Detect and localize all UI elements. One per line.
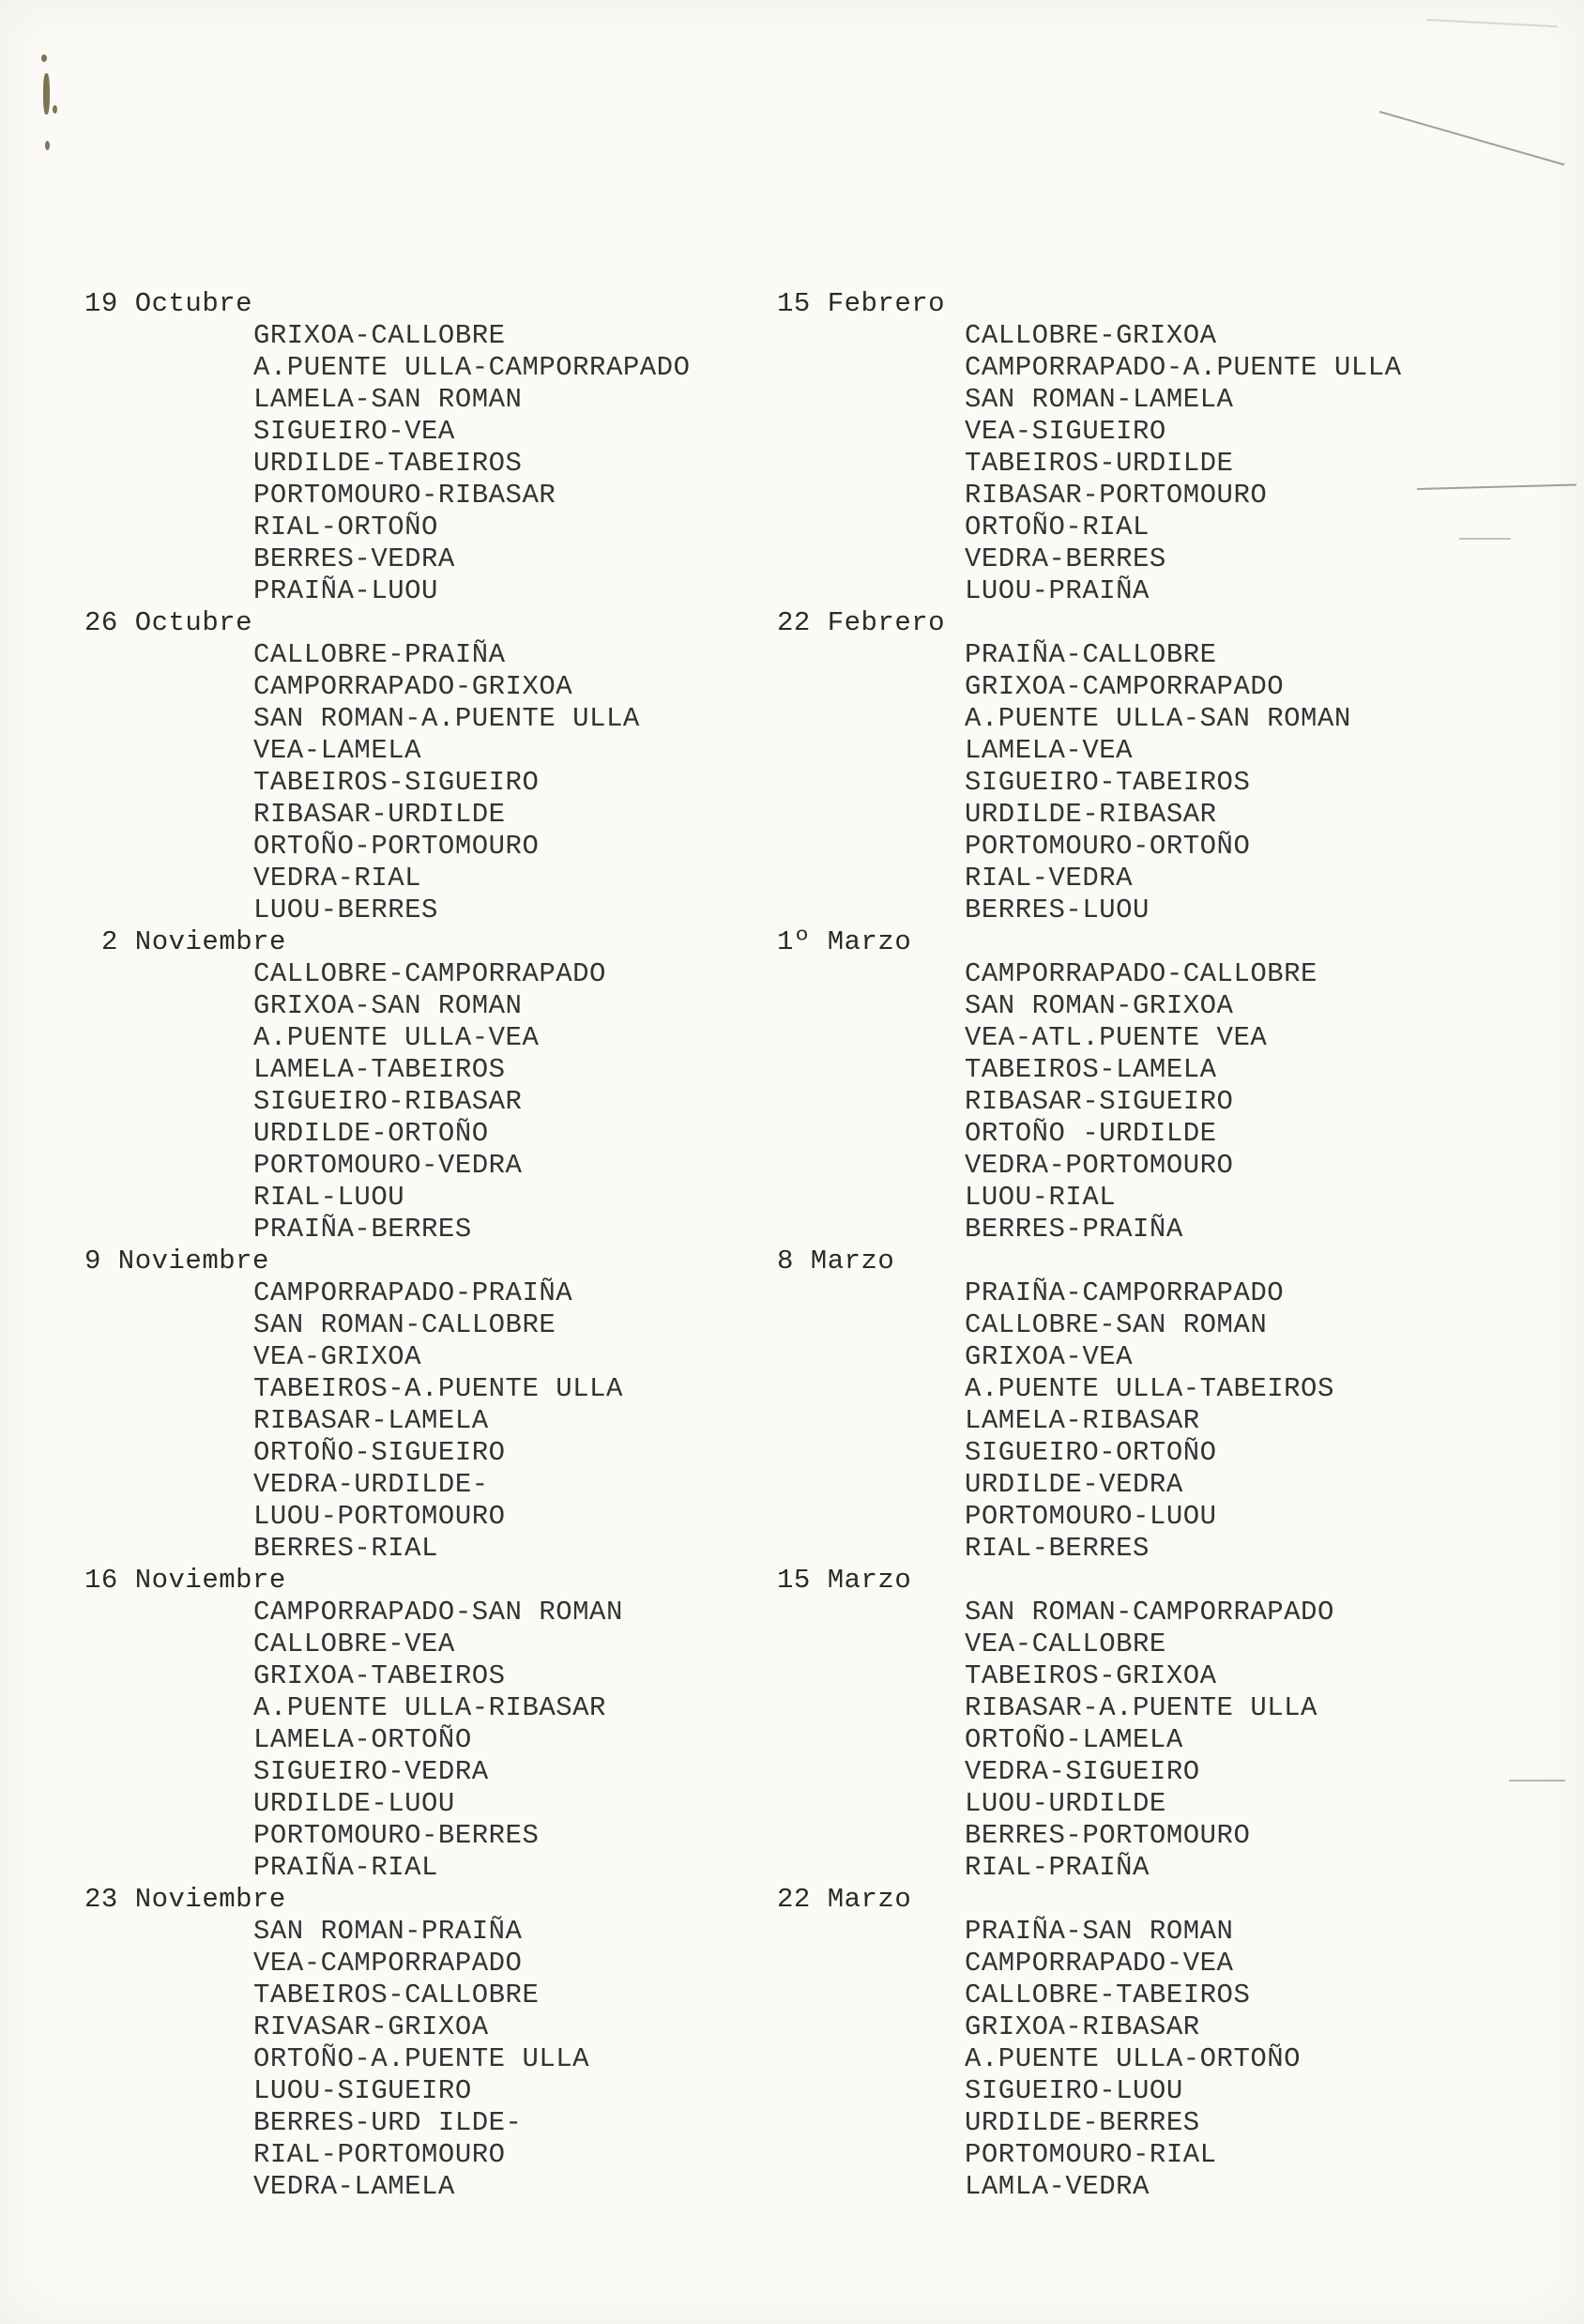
- match-line: PORTOMOURO-RIAL: [965, 2139, 1217, 2170]
- match-line: RIAL-PORTOMOURO: [253, 2139, 506, 2170]
- match-line: SAN ROMAN-A.PUENTE ULLA: [253, 703, 640, 734]
- match-line: PRAIÑA-CALLOBRE: [965, 639, 1217, 670]
- match-line: SAN ROMAN-LAMELA: [965, 384, 1234, 415]
- match-line: A.PUENTE ULLA-CAMPORRAPADO: [253, 352, 691, 383]
- match-line: RIAL-BERRES: [965, 1533, 1150, 1564]
- match-line: LUOU-BERRES: [253, 894, 438, 925]
- match-line: RIBASAR-SIGUEIRO: [965, 1086, 1234, 1117]
- fixture-date: 19 Octubre: [84, 288, 253, 319]
- match-line: CALLOBRE-SAN ROMAN: [965, 1309, 1268, 1340]
- fixture-block: [84, 926, 760, 1246]
- fixture-block: [84, 1565, 760, 1884]
- fixture-block: [84, 1246, 760, 1565]
- match-line: VEA-CALLOBRE: [965, 1628, 1166, 1659]
- fixture-date: 26 Octubre: [84, 607, 253, 638]
- match-line: PRAIÑA-LUOU: [253, 575, 438, 606]
- match-line: RIAL-PRAIÑA: [965, 1852, 1150, 1883]
- match-line: CALLOBRE-GRIXOA: [965, 320, 1217, 351]
- match-line: A.PUENTE ULLA-SAN ROMAN: [965, 703, 1351, 734]
- fixture-block: [84, 288, 760, 607]
- match-line: A.PUENTE ULLA-ORTOÑO: [965, 2043, 1302, 2074]
- match-line: URDILDE-VEDRA: [965, 1469, 1183, 1500]
- match-line: PRAIÑA-RIAL: [253, 1852, 438, 1883]
- match-line: VEDRA-LAMELA: [253, 2171, 455, 2202]
- match-line: BERRES-PORTOMOURO: [965, 1820, 1251, 1851]
- pen-stroke: [1379, 111, 1565, 165]
- match-line: PRAIÑA-SAN ROMAN: [965, 1916, 1234, 1947]
- fixture-date: 22 Marzo: [777, 1884, 912, 1915]
- match-line: GRIXOA-SAN ROMAN: [253, 990, 523, 1021]
- fixture-date: 1º Marzo: [777, 926, 912, 957]
- match-line: CALLOBRE-CAMPORRAPADO: [253, 958, 606, 989]
- pen-stroke: [1426, 19, 1558, 27]
- match-line: SIGUEIRO-VEA: [253, 416, 455, 447]
- ink-stain: [53, 105, 57, 114]
- match-line: ORTOÑO-LAMELA: [965, 1724, 1183, 1755]
- match-line: ORTOÑO-RIAL: [965, 512, 1150, 543]
- match-line: LAMELA-ORTOÑO: [253, 1724, 472, 1755]
- ink-stain: [41, 54, 47, 62]
- match-line: RIAL-LUOU: [253, 1182, 405, 1213]
- match-line: RIAL-VEDRA: [965, 863, 1134, 894]
- match-line: RIBASAR-LAMELA: [253, 1405, 489, 1436]
- match-line: SIGUEIRO-LUOU: [965, 2075, 1183, 2106]
- fixture-block: [777, 1884, 1546, 2203]
- match-line: GRIXOA-VEA: [965, 1341, 1134, 1372]
- match-line: VEA-GRIXOA: [253, 1341, 422, 1372]
- match-line: A.PUENTE ULLA-RIBASAR: [253, 1692, 606, 1723]
- match-line: ORTOÑO-SIGUEIRO: [253, 1437, 506, 1468]
- ink-stain: [43, 73, 50, 115]
- match-line: CAMPORRAPADO-A.PUENTE ULLA: [965, 352, 1402, 383]
- fixture-block: [84, 1884, 760, 2203]
- match-line: BERRES-VEDRA: [253, 543, 455, 574]
- match-line: VEA-SIGUEIRO: [965, 416, 1166, 447]
- match-line: ORTOÑO-PORTOMOURO: [253, 831, 540, 862]
- match-line: A.PUENTE ULLA-TABEIROS: [965, 1373, 1334, 1404]
- match-line: LAMLA-VEDRA: [965, 2171, 1150, 2202]
- match-line: LUOU-URDILDE: [965, 1788, 1166, 1819]
- fixture-date: 9 Noviembre: [84, 1246, 269, 1277]
- match-line: ORTOÑO -URDILDE: [965, 1118, 1217, 1149]
- match-line: VEDRA-RIAL: [253, 863, 422, 894]
- match-line: CALLOBRE-VEA: [253, 1628, 455, 1659]
- match-line: LAMELA-TABEIROS: [253, 1054, 506, 1085]
- fixture-block: [777, 926, 1546, 1246]
- match-line: VEA-CAMPORRAPADO: [253, 1948, 523, 1979]
- match-line: CALLOBRE-TABEIROS: [965, 1980, 1251, 2011]
- match-line: VEDRA-PORTOMOURO: [965, 1150, 1234, 1181]
- match-line: TABEIROS-CALLOBRE: [253, 1980, 540, 2011]
- match-line: URDILDE-ORTOÑO: [253, 1118, 489, 1149]
- match-line: VEDRA-URDILDE-: [253, 1469, 489, 1500]
- match-line: LUOU-PRAIÑA: [965, 575, 1150, 606]
- match-line: RIBASAR-A.PUENTE ULLA: [965, 1692, 1317, 1723]
- match-line: PORTOMOURO-RIBASAR: [253, 480, 556, 511]
- match-line: TABEIROS-LAMELA: [965, 1054, 1217, 1085]
- match-line: URDILDE-RIBASAR: [965, 799, 1217, 830]
- match-line: URDILDE-LUOU: [253, 1788, 455, 1819]
- match-line: SAN ROMAN-CAMPORRAPADO: [965, 1597, 1334, 1628]
- fixture-date: 15 Febrero: [777, 288, 946, 319]
- match-line: URDILDE-TABEIROS: [253, 448, 523, 479]
- fixture-block: [777, 288, 1546, 607]
- match-line: TABEIROS-SIGUEIRO: [253, 767, 540, 798]
- match-line: GRIXOA-TABEIROS: [253, 1660, 506, 1691]
- match-line: VEA-ATL.PUENTE VEA: [965, 1022, 1268, 1053]
- fixture-date: 2 Noviembre: [101, 926, 286, 957]
- match-line: GRIXOA-CAMPORRAPADO: [965, 671, 1285, 702]
- match-line: SAN ROMAN-GRIXOA: [965, 990, 1234, 1021]
- match-line: TABEIROS-URDILDE: [965, 448, 1234, 479]
- match-line: BERRES-URD ILDE-: [253, 2107, 523, 2138]
- fixture-date: 22 Febrero: [777, 607, 946, 638]
- left-column: [84, 288, 760, 2203]
- match-line: PORTOMOURO-LUOU: [965, 1501, 1217, 1532]
- match-line: SIGUEIRO-VEDRA: [253, 1756, 489, 1787]
- match-line: TABEIROS-GRIXOA: [965, 1660, 1217, 1691]
- match-line: SIGUEIRO-RIBASAR: [253, 1086, 523, 1117]
- match-line: CAMPORRAPADO-GRIXOA: [253, 671, 573, 702]
- match-line: LAMELA-SAN ROMAN: [253, 384, 523, 415]
- match-line: GRIXOA-CALLOBRE: [253, 320, 506, 351]
- match-line: URDILDE-BERRES: [965, 2107, 1200, 2138]
- match-line: CAMPORRAPADO-SAN ROMAN: [253, 1597, 623, 1628]
- match-line: VEA-LAMELA: [253, 735, 422, 766]
- fixture-date: 15 Marzo: [777, 1565, 912, 1596]
- fixture-block: [84, 607, 760, 926]
- match-line: RIVASAR-GRIXOA: [253, 2011, 489, 2042]
- fixture-date: 23 Noviembre: [84, 1884, 286, 1915]
- match-line: PORTOMOURO-BERRES: [253, 1820, 540, 1851]
- match-line: LUOU-SIGUEIRO: [253, 2075, 472, 2106]
- match-line: A.PUENTE ULLA-VEA: [253, 1022, 540, 1053]
- match-line: CALLOBRE-PRAIÑA: [253, 639, 506, 670]
- match-line: RIBASAR-PORTOMOURO: [965, 480, 1268, 511]
- fixture-block: [777, 1246, 1546, 1565]
- match-line: VEDRA-BERRES: [965, 543, 1166, 574]
- match-line: PORTOMOURO-VEDRA: [253, 1150, 523, 1181]
- match-line: GRIXOA-RIBASAR: [965, 2011, 1200, 2042]
- match-line: LAMELA-RIBASAR: [965, 1405, 1200, 1436]
- match-line: PRAIÑA-CAMPORRAPADO: [965, 1277, 1285, 1308]
- match-line: SIGUEIRO-TABEIROS: [965, 767, 1251, 798]
- match-line: LUOU-RIAL: [965, 1182, 1117, 1213]
- match-line: RIBASAR-URDILDE: [253, 799, 506, 830]
- match-line: BERRES-RIAL: [253, 1533, 438, 1564]
- match-line: RIAL-ORTOÑO: [253, 512, 438, 543]
- match-line: VEDRA-SIGUEIRO: [965, 1756, 1200, 1787]
- match-line: BERRES-LUOU: [965, 894, 1150, 925]
- match-line: CAMPORRAPADO-CALLOBRE: [965, 958, 1317, 989]
- match-line: CAMPORRAPADO-PRAIÑA: [253, 1277, 573, 1308]
- fixture-date: 16 Noviembre: [84, 1565, 286, 1596]
- match-line: LUOU-PORTOMOURO: [253, 1501, 506, 1532]
- match-line: BERRES-PRAIÑA: [965, 1214, 1183, 1245]
- match-line: LAMELA-VEA: [965, 735, 1134, 766]
- ink-stain: [45, 141, 50, 150]
- match-line: PRAIÑA-BERRES: [253, 1214, 472, 1245]
- match-line: CAMPORRAPADO-VEA: [965, 1948, 1234, 1979]
- match-line: SAN ROMAN-PRAIÑA: [253, 1916, 523, 1947]
- match-line: PORTOMOURO-ORTOÑO: [965, 831, 1251, 862]
- fixture-block: [777, 1565, 1546, 1884]
- match-line: ORTOÑO-A.PUENTE ULLA: [253, 2043, 590, 2074]
- fixture-block: [777, 607, 1546, 926]
- match-line: TABEIROS-A.PUENTE ULLA: [253, 1373, 623, 1404]
- match-line: SAN ROMAN-CALLOBRE: [253, 1309, 556, 1340]
- right-column: [777, 288, 1546, 2203]
- match-line: SIGUEIRO-ORTOÑO: [965, 1437, 1217, 1468]
- fixture-date: 8 Marzo: [777, 1246, 895, 1277]
